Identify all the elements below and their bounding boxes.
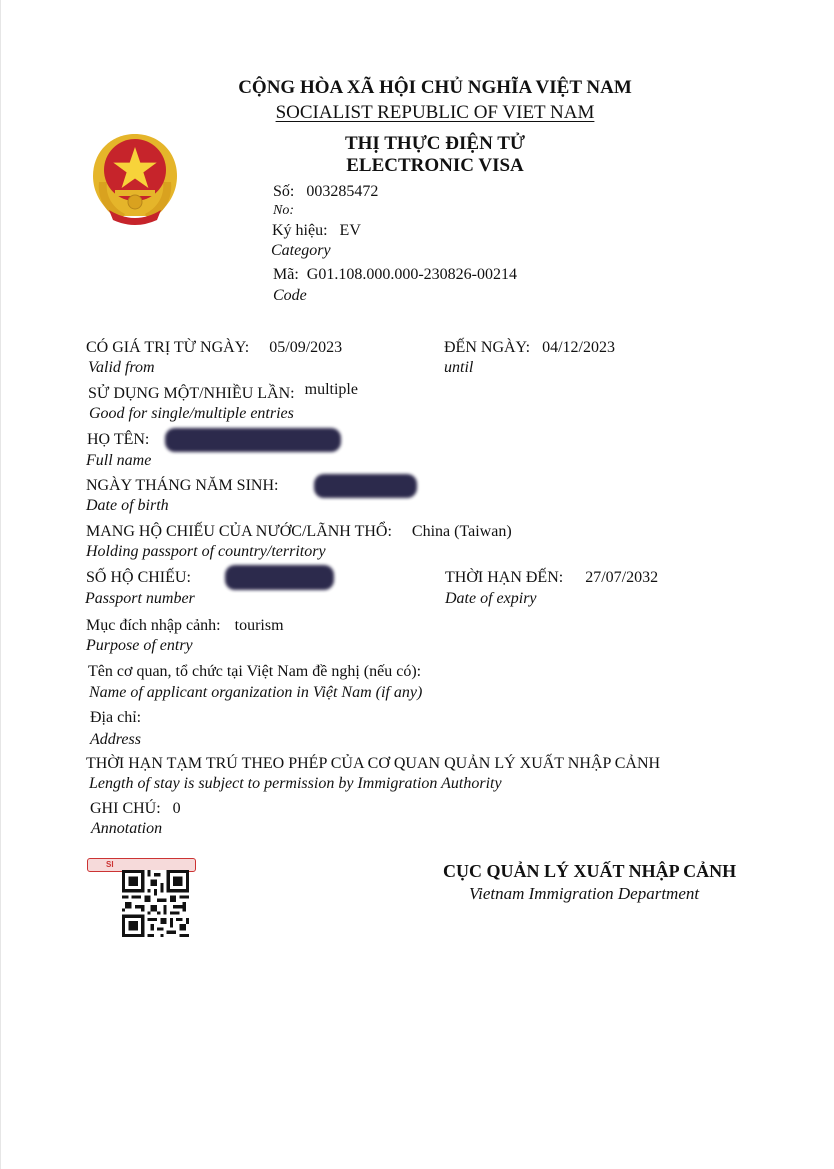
category-value: EV — [339, 222, 361, 239]
passport-country-label: MANG HỘ CHIẾU CỦA NƯỚC/LÃNH THỔ: — [86, 523, 392, 540]
category-label: Ký hiệu: — [272, 222, 328, 239]
doc-title-en: ELECTRONIC VISA — [346, 155, 524, 176]
passport-country-label-en: Holding passport of country/territory — [86, 543, 326, 560]
code-label: Mã: — [273, 266, 299, 283]
qr-code-icon — [122, 870, 189, 937]
annotation-label-en: Annotation — [91, 820, 163, 837]
annotation-row — [90, 800, 181, 818]
doc-title-vi: THỊ THỰC ĐIỆN TỬ — [344, 133, 525, 154]
organization-label: Tên cơ quan, tổ chức tại Việt Nam đề nghị (nếu có): — [88, 663, 422, 680]
dob-label: NGÀY THÁNG NĂM SINH: — [86, 477, 279, 494]
full-name-label-en: Full name — [86, 452, 152, 469]
passport-number-label-en: Passport number — [85, 590, 195, 607]
until-value: 04/12/2023 — [542, 339, 615, 356]
visa-number-row — [273, 183, 378, 201]
national-emblem-icon — [85, 130, 185, 230]
organization-label-en: Name of applicant organization in Việt Nam (if any) — [89, 684, 423, 701]
expiry-row — [445, 569, 658, 587]
until-label: ĐẾN NGÀY: — [444, 339, 531, 356]
entries-value: multiple — [304, 381, 358, 398]
entries-row — [88, 381, 358, 403]
purpose-label-en: Purpose of entry — [86, 637, 193, 654]
code-value: G01.108.000.000-230826-00214 — [306, 266, 517, 283]
passport-country-row — [86, 523, 512, 541]
entries-label: SỬ DỤNG MỘT/NHIỀU LẦN: — [88, 385, 295, 402]
department-name-en: Vietnam Immigration Department — [469, 884, 700, 903]
passport-country-value: China (Taiwan) — [411, 523, 512, 540]
visa-number-label-en: No: — [273, 203, 294, 218]
country-title-en-text: SOCIALIST REPUBLIC OF VIET NAM — [275, 102, 595, 123]
country-title-en — [1, 102, 834, 124]
valid-from-value: 05/09/2023 — [269, 339, 343, 356]
code-label-en: Code — [273, 287, 307, 304]
visa-number-value: 003285472 — [306, 183, 379, 200]
stay-label: THỜI HẠN TẠM TRÚ THEO PHÉP CỦA CƠ QUAN QUẢN LÝ XUẤT NHẬP CẢNH — [86, 755, 661, 772]
full-name-label: HỌ TÊN: — [87, 431, 150, 448]
dob-label-en: Date of birth — [86, 497, 169, 514]
country-title-vi: CỘNG HÒA XÃ HỘI CHỦ NGHĨA VIỆT NAM — [238, 77, 632, 98]
purpose-value: tourism — [234, 617, 284, 634]
annotation-value: 0 — [172, 800, 181, 817]
department-name-vi: CỤC QUẢN LÝ XUẤT NHẬP CẢNH — [443, 861, 737, 881]
stamp-strip: SI — [87, 858, 196, 872]
purpose-label: Mục đích nhập cảnh: — [86, 617, 221, 634]
dob-redaction — [314, 474, 417, 498]
annotation-label: GHI CHÚ: — [90, 800, 161, 817]
purpose-row — [86, 617, 284, 635]
full-name-redaction — [165, 428, 341, 452]
category-label-en: Category — [271, 242, 331, 259]
expiry-label: THỜI HẠN ĐẾN: — [445, 569, 564, 586]
valid-from-label: CÓ GIÁ TRỊ TỪ NGÀY: — [86, 339, 250, 356]
valid-from-row — [86, 339, 342, 357]
entries-label-en: Good for single/multiple entries — [89, 405, 294, 422]
stay-label-en: Length of stay is subject to permission by Immigration Authority — [89, 775, 502, 792]
valid-from-label-en: Valid from — [88, 359, 155, 376]
passport-number-label: SỐ HỘ CHIẾU: — [86, 569, 191, 586]
until-label-en: until — [444, 359, 474, 376]
expiry-value: 27/07/2032 — [585, 569, 659, 586]
address-label-en: Address — [90, 731, 141, 748]
visa-number-label: Số: — [273, 183, 295, 200]
passport-number-redaction — [225, 565, 334, 590]
address-label: Địa chỉ: — [90, 709, 142, 726]
until-row — [444, 339, 615, 357]
category-row — [272, 222, 361, 240]
code-row — [273, 266, 517, 284]
expiry-label-en: Date of expiry — [445, 590, 537, 607]
